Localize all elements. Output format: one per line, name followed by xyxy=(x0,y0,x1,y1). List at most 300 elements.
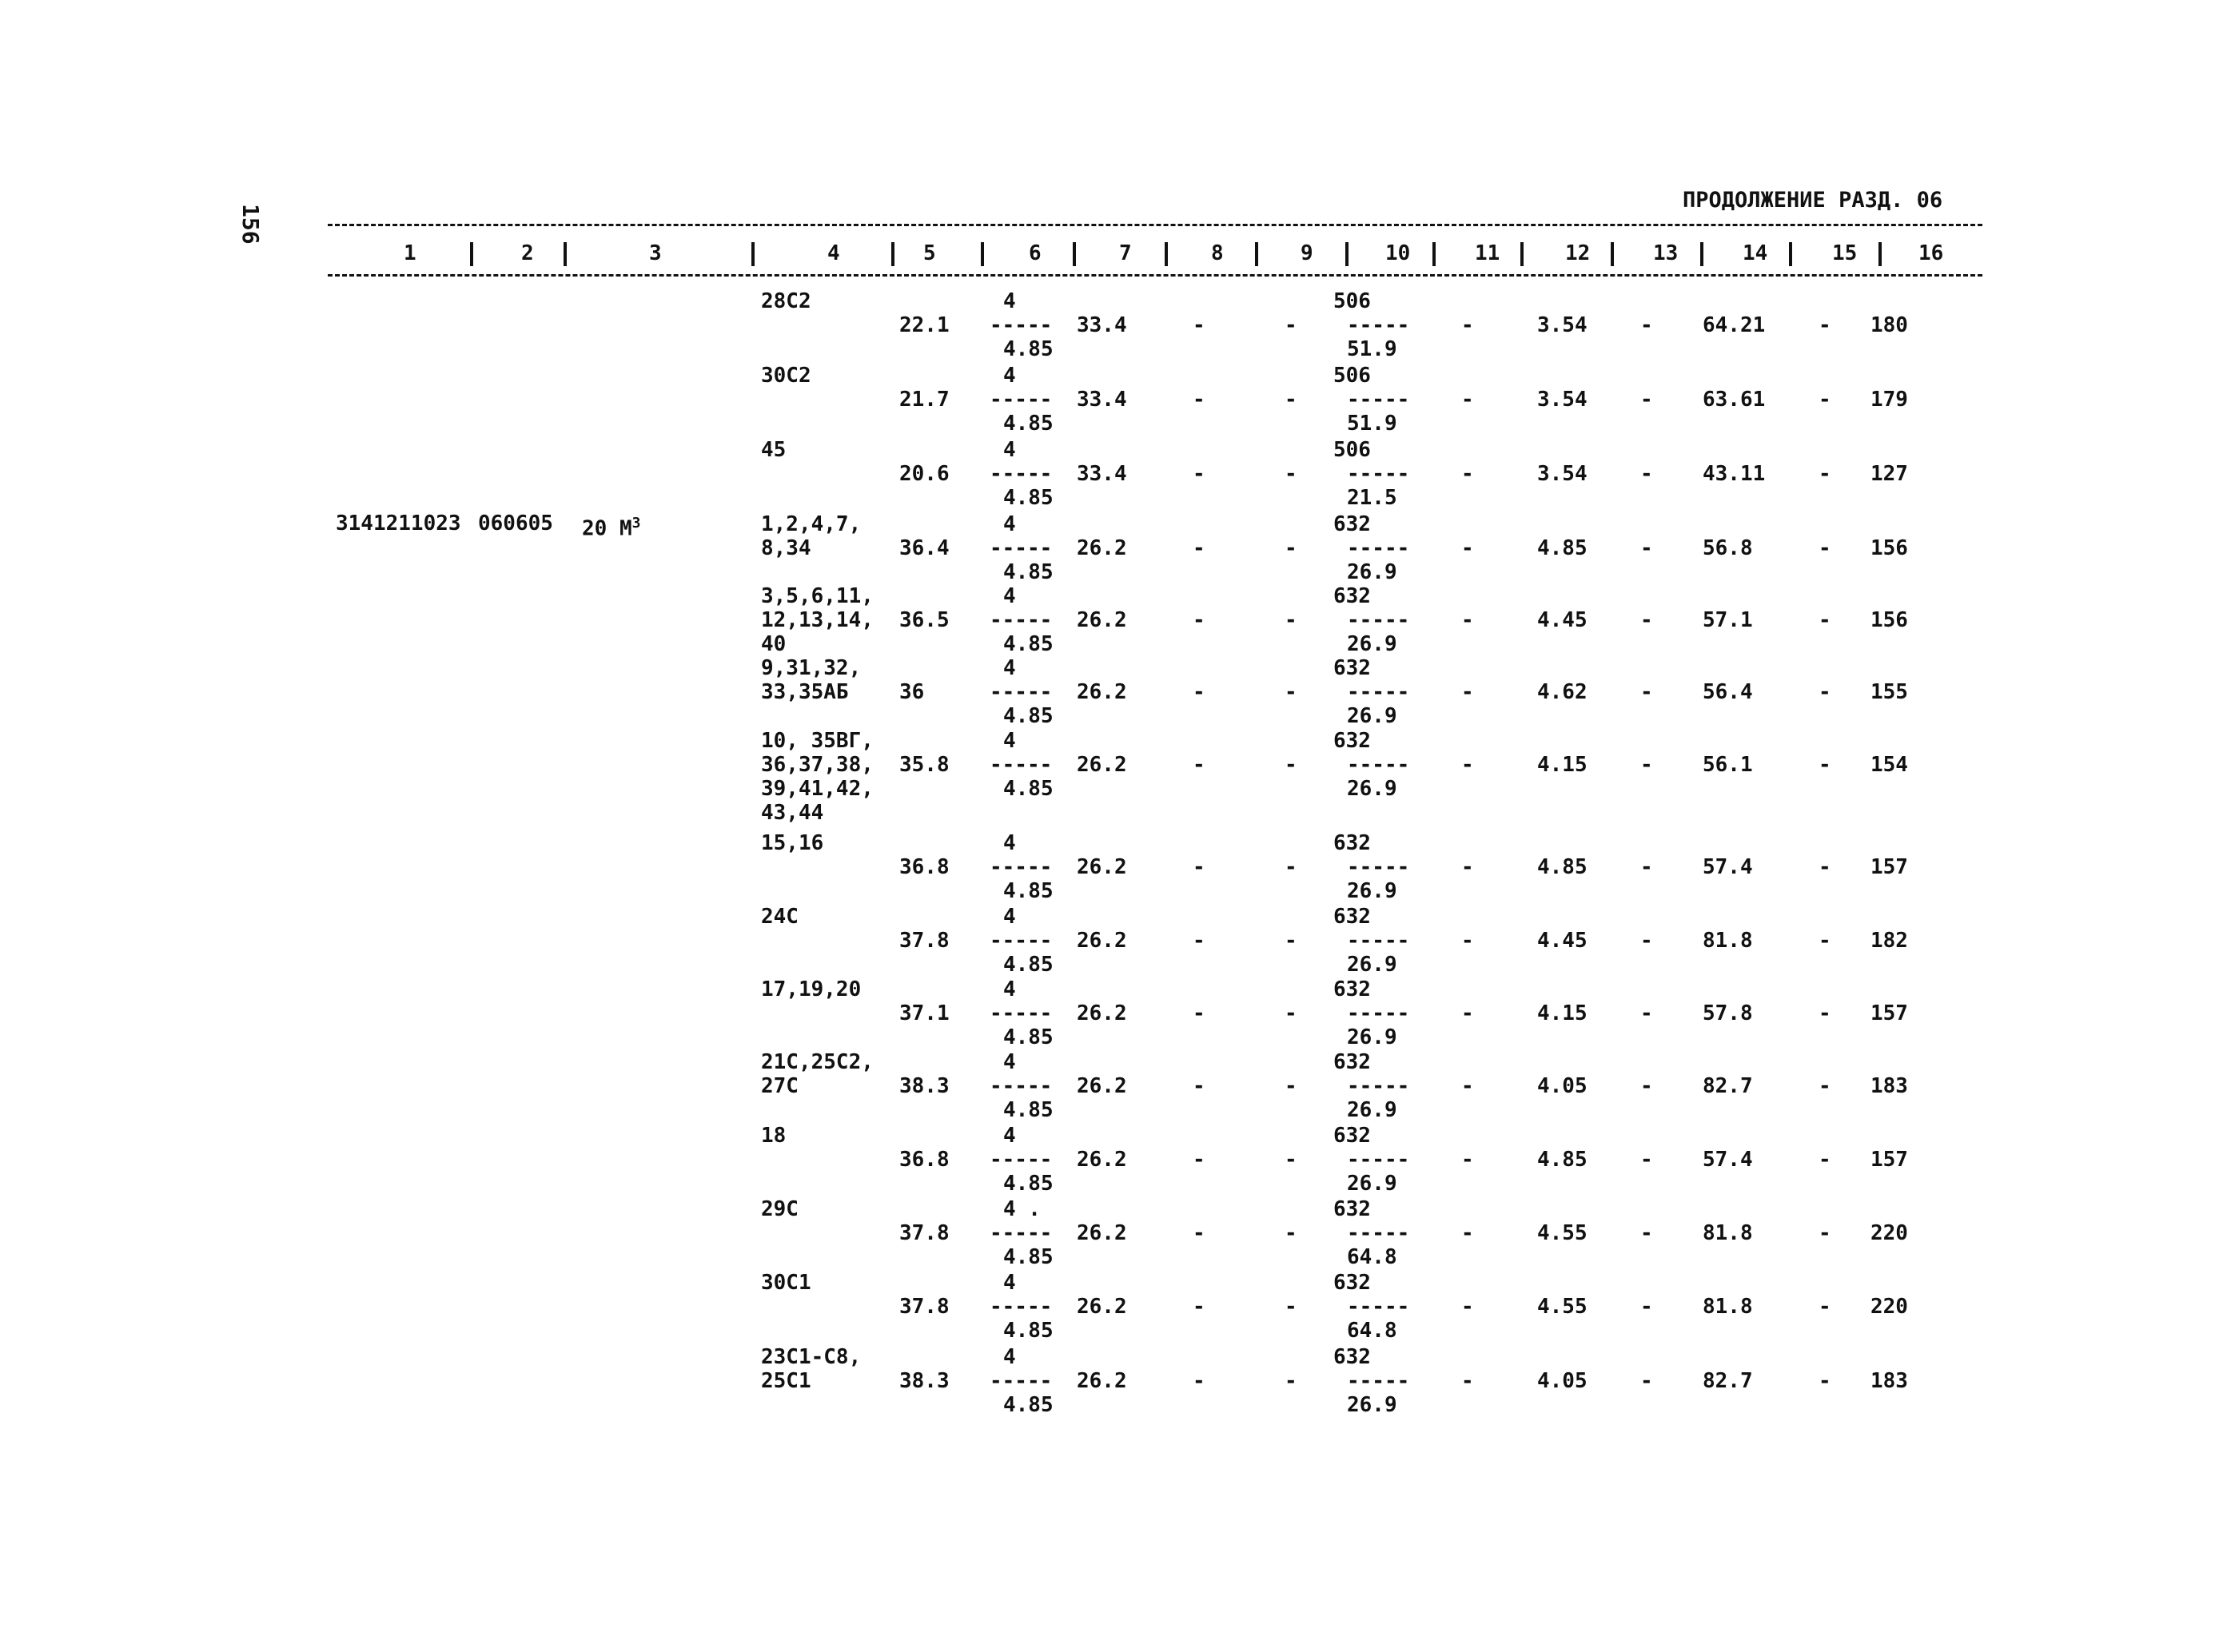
col10-numerator: 632 xyxy=(1333,656,1371,680)
col6-numerator: 4 xyxy=(1003,831,1016,855)
col7-value: 26.2 xyxy=(1077,1001,1127,1025)
col16-value: 156 xyxy=(1870,608,1908,632)
col6-denominator: 4.85 xyxy=(1003,1098,1054,1122)
col4-text: 27С xyxy=(761,1074,799,1098)
column-separator xyxy=(751,242,755,266)
col6-fraction-line: ----- xyxy=(990,388,1053,412)
col12-value: 4.55 xyxy=(1537,1221,1588,1245)
col10-fraction-line: ----- xyxy=(1347,536,1410,560)
col10-denominator: 26.9 xyxy=(1347,1025,1397,1049)
column-separator xyxy=(564,242,567,266)
col4-text: 3,5,6,11, xyxy=(761,584,874,608)
col5-value: 38.3 xyxy=(899,1074,950,1098)
col6-numerator: 4 xyxy=(1003,656,1016,680)
col10-fraction-line: ----- xyxy=(1347,680,1410,704)
col10-fraction-line: ----- xyxy=(1347,1074,1410,1098)
col10-denominator: 26.9 xyxy=(1347,560,1397,584)
col4-text: 25С1 xyxy=(761,1369,811,1393)
col12-value: 4.15 xyxy=(1537,1001,1588,1025)
col13-value: - xyxy=(1640,1221,1653,1245)
col12-value: 3.54 xyxy=(1537,388,1588,412)
col4-text: 30С2 xyxy=(761,364,811,388)
column-separator xyxy=(1345,242,1349,266)
col6-fraction-line: ----- xyxy=(990,462,1053,486)
col11-value: - xyxy=(1461,855,1474,879)
col6-numerator: 4 xyxy=(1003,729,1016,753)
col14-value: 81.8 xyxy=(1703,1221,1753,1245)
col11-value: - xyxy=(1461,1148,1474,1172)
col6-denominator: 4.85 xyxy=(1003,1393,1054,1417)
col15-value: - xyxy=(1819,680,1831,704)
col6-numerator: 4 xyxy=(1003,289,1016,313)
col16-value: 154 xyxy=(1870,753,1908,777)
column-header-14: 14 xyxy=(1743,241,1768,265)
col4-text: 33,35АБ xyxy=(761,680,849,704)
col6-denominator: 4.85 xyxy=(1003,1319,1054,1343)
col8-value: - xyxy=(1193,1295,1205,1319)
col10-numerator: 632 xyxy=(1333,831,1371,855)
col9-value: - xyxy=(1285,855,1297,879)
col7-value: 26.2 xyxy=(1077,1074,1127,1098)
column-header-16: 16 xyxy=(1918,241,1944,265)
col7-value: 26.2 xyxy=(1077,1221,1127,1245)
col6-denominator: 4.85 xyxy=(1003,560,1054,584)
col6-fraction-line: ----- xyxy=(990,929,1053,953)
item-code-2: 060605 xyxy=(478,512,553,535)
col10-fraction-line: ----- xyxy=(1347,608,1410,632)
col15-value: - xyxy=(1819,313,1831,337)
col13-value: - xyxy=(1640,313,1653,337)
col8-value: - xyxy=(1193,855,1205,879)
col6-denominator: 4.85 xyxy=(1003,1245,1054,1269)
col14-value: 56.8 xyxy=(1703,536,1753,560)
col11-value: - xyxy=(1461,1369,1474,1393)
col9-value: - xyxy=(1285,1221,1297,1245)
col15-value: - xyxy=(1819,855,1831,879)
column-header-15: 15 xyxy=(1832,241,1858,265)
col7-value: 26.2 xyxy=(1077,1369,1127,1393)
col16-value: 220 xyxy=(1870,1221,1908,1245)
col10-fraction-line: ----- xyxy=(1347,462,1410,486)
column-separator xyxy=(1520,242,1524,266)
column-header-4: 4 xyxy=(827,241,840,265)
col10-denominator: 26.9 xyxy=(1347,1098,1397,1122)
col10-numerator: 506 xyxy=(1333,438,1371,462)
col5-value: 20.6 xyxy=(899,462,950,486)
column-separator xyxy=(981,242,984,266)
col10-numerator: 632 xyxy=(1333,1050,1371,1074)
col10-numerator: 632 xyxy=(1333,905,1371,929)
col7-value: 33.4 xyxy=(1077,388,1127,412)
col5-value: 35.8 xyxy=(899,753,950,777)
item-quantity: 20 $М^3$ xyxy=(582,515,641,541)
col14-value: 57.4 xyxy=(1703,1148,1753,1172)
column-separator xyxy=(1073,242,1076,266)
col16-value: 179 xyxy=(1870,388,1908,412)
col9-value: - xyxy=(1285,388,1297,412)
col16-value: 220 xyxy=(1870,1295,1908,1319)
col10-numerator: 632 xyxy=(1333,729,1371,753)
col4-text: 15,16 xyxy=(761,831,824,855)
col10-numerator: 506 xyxy=(1333,289,1371,313)
col12-value: 4.45 xyxy=(1537,608,1588,632)
col4-text: 8,34 xyxy=(761,536,811,560)
col10-denominator: 26.9 xyxy=(1347,704,1397,728)
col14-value: 81.8 xyxy=(1703,929,1753,953)
col10-fraction-line: ----- xyxy=(1347,1221,1410,1245)
col6-fraction-line: ----- xyxy=(990,536,1053,560)
col15-value: - xyxy=(1819,753,1831,777)
col6-fraction-line: ----- xyxy=(990,1001,1053,1025)
col5-value: 22.1 xyxy=(899,313,950,337)
col6-numerator: 4 xyxy=(1003,512,1016,536)
column-header-6: 6 xyxy=(1029,241,1042,265)
col6-fraction-line: ----- xyxy=(990,855,1053,879)
col10-numerator: 632 xyxy=(1333,584,1371,608)
col7-value: 33.4 xyxy=(1077,313,1127,337)
col6-numerator: 4 xyxy=(1003,438,1016,462)
col11-value: - xyxy=(1461,1221,1474,1245)
col11-value: - xyxy=(1461,313,1474,337)
col16-value: 182 xyxy=(1870,929,1908,953)
col10-fraction-line: ----- xyxy=(1347,1148,1410,1172)
column-header-11: 11 xyxy=(1475,241,1500,265)
col16-value: 155 xyxy=(1870,680,1908,704)
col10-denominator: 64.8 xyxy=(1347,1245,1397,1269)
column-header-1: 1 xyxy=(404,241,416,265)
col13-value: - xyxy=(1640,929,1653,953)
col4-text: 23С1-С8, xyxy=(761,1345,862,1369)
col8-value: - xyxy=(1193,929,1205,953)
col15-value: - xyxy=(1819,1148,1831,1172)
col6-denominator: 4.85 xyxy=(1003,412,1054,436)
col7-value: 26.2 xyxy=(1077,536,1127,560)
col12-value: 3.54 xyxy=(1537,462,1588,486)
col13-value: - xyxy=(1640,608,1653,632)
col10-numerator: 506 xyxy=(1333,364,1371,388)
col10-denominator: 51.9 xyxy=(1347,412,1397,436)
col12-value: 4.05 xyxy=(1537,1369,1588,1393)
col8-value: - xyxy=(1193,1001,1205,1025)
col10-denominator: 26.9 xyxy=(1347,953,1397,977)
col6-fraction-line: ----- xyxy=(990,1369,1053,1393)
col9-value: - xyxy=(1285,1001,1297,1025)
col6-fraction-line: ----- xyxy=(990,313,1053,337)
col4-text: 39,41,42, xyxy=(761,777,874,801)
col12-value: 4.55 xyxy=(1537,1295,1588,1319)
col7-value: 33.4 xyxy=(1077,462,1127,486)
col16-value: 156 xyxy=(1870,536,1908,560)
col10-denominator: 26.9 xyxy=(1347,777,1397,801)
col14-value: 43.11 xyxy=(1703,462,1766,486)
col6-numerator: 4 xyxy=(1003,977,1016,1001)
col9-value: - xyxy=(1285,680,1297,704)
col10-fraction-line: ----- xyxy=(1347,929,1410,953)
col6-fraction-line: ----- xyxy=(990,680,1053,704)
col11-value: - xyxy=(1461,1074,1474,1098)
col9-value: - xyxy=(1285,929,1297,953)
col11-value: - xyxy=(1461,462,1474,486)
col8-value: - xyxy=(1193,1074,1205,1098)
col6-numerator: 4 xyxy=(1003,1345,1016,1369)
col9-value: - xyxy=(1285,1074,1297,1098)
col10-fraction-line: ----- xyxy=(1347,1001,1410,1025)
col13-value: - xyxy=(1640,1369,1653,1393)
col16-value: 127 xyxy=(1870,462,1908,486)
col10-denominator: 21.5 xyxy=(1347,486,1397,510)
col4-text: 21С,25С2, xyxy=(761,1050,874,1074)
col12-value: 4.05 xyxy=(1537,1074,1588,1098)
col9-value: - xyxy=(1285,462,1297,486)
column-header-10: 10 xyxy=(1385,241,1411,265)
col14-value: 82.7 xyxy=(1703,1369,1753,1393)
column-header-7: 7 xyxy=(1119,241,1132,265)
col14-value: 63.61 xyxy=(1703,388,1766,412)
col14-value: 56.4 xyxy=(1703,680,1753,704)
col15-value: - xyxy=(1819,1221,1831,1245)
col16-value: 183 xyxy=(1870,1074,1908,1098)
col13-value: - xyxy=(1640,462,1653,486)
col14-value: 57.4 xyxy=(1703,855,1753,879)
col6-denominator: 4.85 xyxy=(1003,486,1054,510)
col7-value: 26.2 xyxy=(1077,680,1127,704)
col8-value: - xyxy=(1193,753,1205,777)
col10-fraction-line: ----- xyxy=(1347,1295,1410,1319)
col10-fraction-line: ----- xyxy=(1347,1369,1410,1393)
col9-value: - xyxy=(1285,1369,1297,1393)
col4-text: 10, 35ВГ, xyxy=(761,729,874,753)
col10-numerator: 632 xyxy=(1333,512,1371,536)
col13-value: - xyxy=(1640,1295,1653,1319)
column-header-12: 12 xyxy=(1565,241,1591,265)
col15-value: - xyxy=(1819,536,1831,560)
col8-value: - xyxy=(1193,1369,1205,1393)
col6-denominator: 4.85 xyxy=(1003,777,1054,801)
col4-text: 28С2 xyxy=(761,289,811,313)
col11-value: - xyxy=(1461,388,1474,412)
col9-value: - xyxy=(1285,1295,1297,1319)
column-separator xyxy=(470,242,473,266)
col13-value: - xyxy=(1640,1001,1653,1025)
col5-value: 37.8 xyxy=(899,1221,950,1245)
col8-value: - xyxy=(1193,462,1205,486)
col13-value: - xyxy=(1640,536,1653,560)
col10-denominator: 26.9 xyxy=(1347,1393,1397,1417)
col15-value: - xyxy=(1819,462,1831,486)
column-separator xyxy=(1165,242,1168,266)
col4-text: 18 xyxy=(761,1124,787,1148)
col6-fraction-line: ----- xyxy=(990,1221,1053,1245)
col11-value: - xyxy=(1461,1295,1474,1319)
item-code: 3141211023 xyxy=(336,512,461,535)
col8-value: - xyxy=(1193,1221,1205,1245)
col6-denominator: 4.85 xyxy=(1003,1172,1054,1196)
column-separator xyxy=(1611,242,1614,266)
col16-value: 157 xyxy=(1870,1148,1908,1172)
col12-value: 4.85 xyxy=(1537,536,1588,560)
column-header-5: 5 xyxy=(923,241,936,265)
col11-value: - xyxy=(1461,929,1474,953)
col4-text: 9,31,32, xyxy=(761,656,862,680)
col15-value: - xyxy=(1819,1001,1831,1025)
col8-value: - xyxy=(1193,313,1205,337)
col10-numerator: 632 xyxy=(1333,1124,1371,1148)
col12-value: 3.54 xyxy=(1537,313,1588,337)
col11-value: - xyxy=(1461,753,1474,777)
col8-value: - xyxy=(1193,608,1205,632)
col8-value: - xyxy=(1193,680,1205,704)
col10-fraction-line: ----- xyxy=(1347,753,1410,777)
col15-value: - xyxy=(1819,929,1831,953)
col10-numerator: 632 xyxy=(1333,977,1371,1001)
col6-numerator: 4 xyxy=(1003,364,1016,388)
col6-denominator: 4.85 xyxy=(1003,632,1054,656)
col13-value: - xyxy=(1640,1074,1653,1098)
col4-text: 24С xyxy=(761,905,799,929)
col15-value: - xyxy=(1819,1369,1831,1393)
col6-numerator: 4 xyxy=(1003,1050,1016,1074)
col11-value: - xyxy=(1461,536,1474,560)
col4-text: 30С1 xyxy=(761,1271,811,1295)
col5-value: 21.7 xyxy=(899,388,950,412)
col4-text: 45 xyxy=(761,438,787,462)
col5-value: 36.8 xyxy=(899,1148,950,1172)
col10-numerator: 632 xyxy=(1333,1345,1371,1369)
col16-value: 180 xyxy=(1870,313,1908,337)
col14-value: 64.21 xyxy=(1703,313,1766,337)
col8-value: - xyxy=(1193,388,1205,412)
column-separator xyxy=(1789,242,1792,266)
col5-value: 36.5 xyxy=(899,608,950,632)
col11-value: - xyxy=(1461,1001,1474,1025)
col6-fraction-line: ----- xyxy=(990,753,1053,777)
col7-value: 26.2 xyxy=(1077,929,1127,953)
col7-value: 26.2 xyxy=(1077,608,1127,632)
col10-denominator: 26.9 xyxy=(1347,879,1397,903)
col5-value: 37.8 xyxy=(899,929,950,953)
col15-value: - xyxy=(1819,388,1831,412)
column-header-2: 2 xyxy=(521,241,534,265)
col4-text: 36,37,38, xyxy=(761,753,874,777)
column-separator xyxy=(1255,242,1258,266)
column-separator xyxy=(1700,242,1703,266)
column-header-8: 8 xyxy=(1211,241,1224,265)
col5-value: 36.4 xyxy=(899,536,950,560)
col12-value: 4.15 xyxy=(1537,753,1588,777)
col13-value: - xyxy=(1640,753,1653,777)
col11-value: - xyxy=(1461,680,1474,704)
col7-value: 26.2 xyxy=(1077,1148,1127,1172)
section-header: ПРОДОЛЖЕНИЕ РАЗД. 06 xyxy=(1683,188,1943,213)
col7-value: 26.2 xyxy=(1077,753,1127,777)
col6-fraction-line: ----- xyxy=(990,608,1053,632)
col14-value: 57.1 xyxy=(1703,608,1753,632)
col4-text: 40 xyxy=(761,632,787,656)
col6-denominator: 4.85 xyxy=(1003,953,1054,977)
column-separator xyxy=(1878,242,1882,266)
col12-value: 4.85 xyxy=(1537,855,1588,879)
column-header-3: 3 xyxy=(649,241,662,265)
col13-value: - xyxy=(1640,388,1653,412)
page-number: 156 xyxy=(237,204,264,245)
col6-fraction-line: ----- xyxy=(990,1295,1053,1319)
col14-value: 57.8 xyxy=(1703,1001,1753,1025)
col6-denominator: 4.85 xyxy=(1003,337,1054,361)
col10-numerator: 632 xyxy=(1333,1197,1371,1221)
col13-value: - xyxy=(1640,680,1653,704)
col7-value: 26.2 xyxy=(1077,855,1127,879)
col5-value: 36 xyxy=(899,680,925,704)
col16-value: 183 xyxy=(1870,1369,1908,1393)
col10-fraction-line: ----- xyxy=(1347,388,1410,412)
col5-value: 38.3 xyxy=(899,1369,950,1393)
col4-text: 17,19,20 xyxy=(761,977,862,1001)
column-header-9: 9 xyxy=(1301,241,1313,265)
col6-fraction-line: ----- xyxy=(990,1074,1053,1098)
col10-denominator: 64.8 xyxy=(1347,1319,1397,1343)
col11-value: - xyxy=(1461,608,1474,632)
col10-fraction-line: ----- xyxy=(1347,313,1410,337)
col6-denominator: 4.85 xyxy=(1003,1025,1054,1049)
col16-value: 157 xyxy=(1870,855,1908,879)
col8-value: - xyxy=(1193,1148,1205,1172)
col9-value: - xyxy=(1285,536,1297,560)
col10-denominator: 26.9 xyxy=(1347,1172,1397,1196)
col4-text: 12,13,14, xyxy=(761,608,874,632)
col16-value: 157 xyxy=(1870,1001,1908,1025)
col6-numerator: 4 xyxy=(1003,584,1016,608)
col6-denominator: 4.85 xyxy=(1003,704,1054,728)
col9-value: - xyxy=(1285,1148,1297,1172)
top-rule xyxy=(328,224,1982,226)
col15-value: - xyxy=(1819,608,1831,632)
col6-denominator: 4.85 xyxy=(1003,879,1054,903)
col6-numerator: 4 . xyxy=(1003,1197,1041,1221)
col10-numerator: 632 xyxy=(1333,1271,1371,1295)
col12-value: 4.62 xyxy=(1537,680,1588,704)
col6-fraction-line: ----- xyxy=(990,1148,1053,1172)
col7-value: 26.2 xyxy=(1077,1295,1127,1319)
col6-numerator: 4 xyxy=(1003,1124,1016,1148)
col12-value: 4.85 xyxy=(1537,1148,1588,1172)
col9-value: - xyxy=(1285,753,1297,777)
col5-value: 36.8 xyxy=(899,855,950,879)
column-header-13: 13 xyxy=(1653,241,1679,265)
col8-value: - xyxy=(1193,536,1205,560)
col14-value: 56.1 xyxy=(1703,753,1753,777)
col9-value: - xyxy=(1285,313,1297,337)
col6-numerator: 4 xyxy=(1003,905,1016,929)
col5-value: 37.1 xyxy=(899,1001,950,1025)
col13-value: - xyxy=(1640,1148,1653,1172)
col13-value: - xyxy=(1640,855,1653,879)
header-rule xyxy=(328,274,1982,277)
col10-denominator: 51.9 xyxy=(1347,337,1397,361)
col4-text: 29С xyxy=(761,1197,799,1221)
col4-text: 43,44 xyxy=(761,801,824,825)
col9-value: - xyxy=(1285,608,1297,632)
col14-value: 82.7 xyxy=(1703,1074,1753,1098)
col14-value: 81.8 xyxy=(1703,1295,1753,1319)
column-separator xyxy=(891,242,894,266)
col10-fraction-line: ----- xyxy=(1347,855,1410,879)
column-separator xyxy=(1432,242,1436,266)
col5-value: 37.8 xyxy=(899,1295,950,1319)
col4-text: 1,2,4,7, xyxy=(761,512,862,536)
col6-numerator: 4 xyxy=(1003,1271,1016,1295)
col15-value: - xyxy=(1819,1074,1831,1098)
col15-value: - xyxy=(1819,1295,1831,1319)
